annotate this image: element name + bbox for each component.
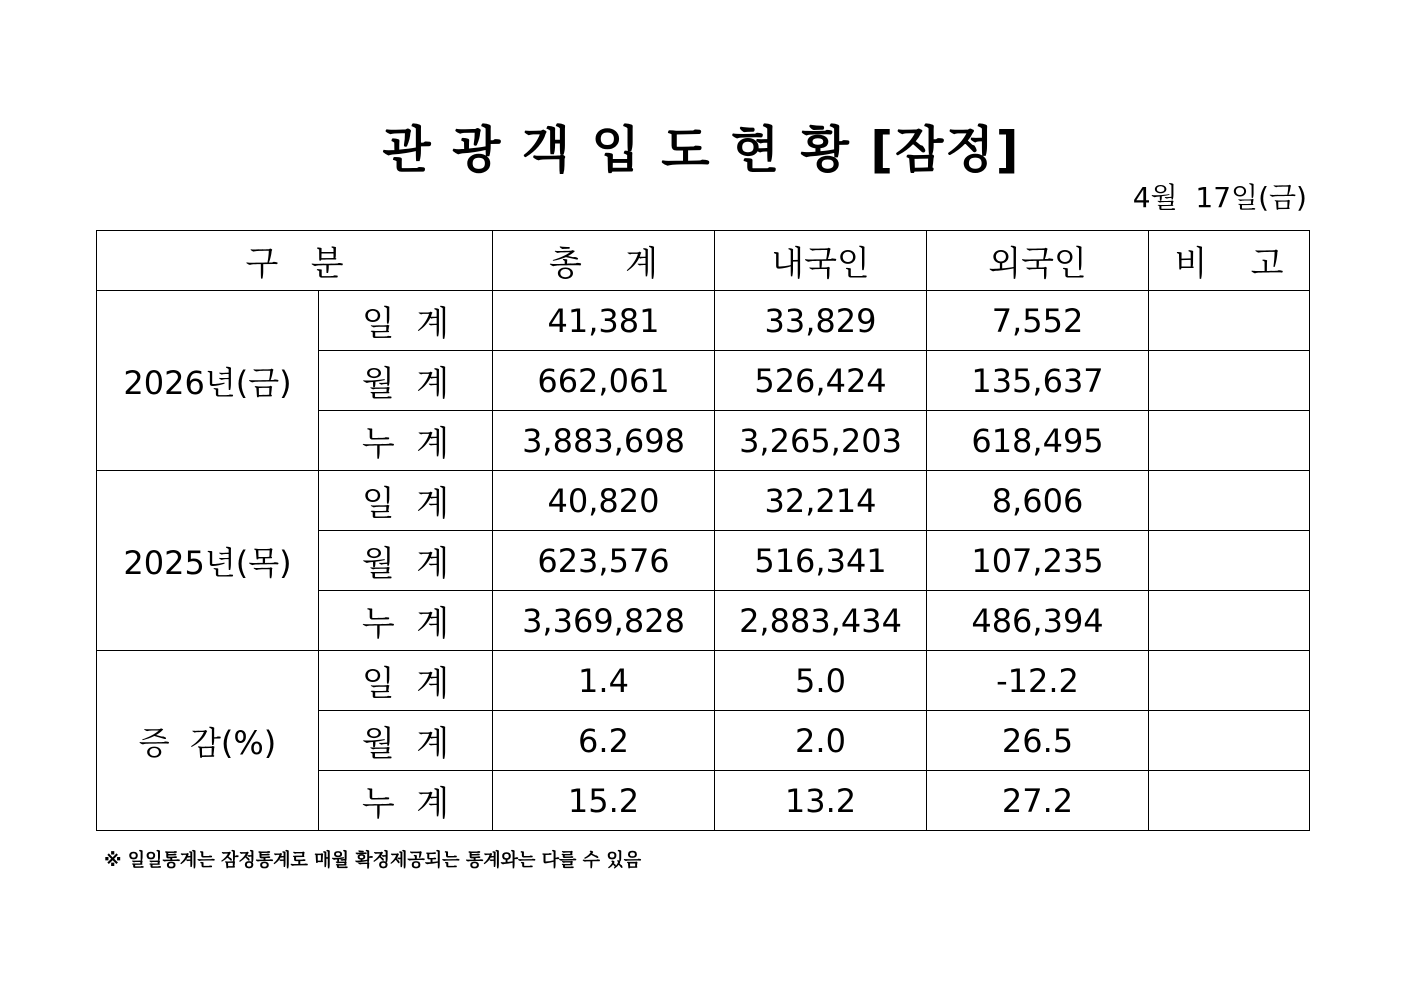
report-date: 4월 17일(금) <box>1132 181 1307 214</box>
remarks-cell <box>1149 771 1310 831</box>
header-row <box>97 231 1310 291</box>
domestic-cell: 2.0 <box>715 711 927 771</box>
remarks-cell <box>1149 351 1310 411</box>
foreign-cell: 7,552 <box>927 291 1149 351</box>
foreign-cell: 486,394 <box>927 591 1149 651</box>
row-label: 월 계 <box>319 531 493 591</box>
total-cell: 1.4 <box>493 651 715 711</box>
domestic-cell: 13.2 <box>715 771 927 831</box>
domestic-cell: 2,883,434 <box>715 591 927 651</box>
group-label: 2026년(금) <box>97 291 319 471</box>
domestic-cell: 5.0 <box>715 651 927 711</box>
header-total: 총 계 <box>493 231 715 291</box>
row-label: 누 계 <box>319 411 493 471</box>
foreign-cell: 26.5 <box>927 711 1149 771</box>
total-cell: 6.2 <box>493 711 715 771</box>
remarks-cell <box>1149 591 1310 651</box>
page-title: 관 광 객 입 도 현 황 [잠정] <box>382 121 1021 179</box>
domestic-cell: 33,829 <box>715 291 927 351</box>
remarks-cell <box>1149 531 1310 591</box>
row-label: 일 계 <box>319 291 493 351</box>
foreign-cell: 8,606 <box>927 471 1149 531</box>
group-label: 증 감(%) <box>97 651 319 831</box>
total-cell: 623,576 <box>493 531 715 591</box>
total-cell: 3,883,698 <box>493 411 715 471</box>
domestic-cell: 526,424 <box>715 351 927 411</box>
remarks-cell <box>1149 651 1310 711</box>
total-cell: 40,820 <box>493 471 715 531</box>
foreign-cell: 107,235 <box>927 531 1149 591</box>
row-label: 일 계 <box>319 471 493 531</box>
remarks-cell <box>1149 291 1310 351</box>
row-label: 누 계 <box>319 771 493 831</box>
foreign-cell: 27.2 <box>927 771 1149 831</box>
domestic-cell: 32,214 <box>715 471 927 531</box>
remarks-cell <box>1149 471 1310 531</box>
total-cell: 662,061 <box>493 351 715 411</box>
tourist-arrivals-table <box>96 230 1310 831</box>
header-remarks: 비 고 <box>1149 231 1310 291</box>
domestic-cell: 516,341 <box>715 531 927 591</box>
total-cell: 15.2 <box>493 771 715 831</box>
remarks-cell <box>1149 711 1310 771</box>
total-cell: 41,381 <box>493 291 715 351</box>
row-label: 누 계 <box>319 591 493 651</box>
row-label: 월 계 <box>319 711 493 771</box>
header-category: 구 분 <box>97 231 493 291</box>
foreign-cell: -12.2 <box>927 651 1149 711</box>
header-foreign: 외국인 <box>927 231 1149 291</box>
domestic-cell: 3,265,203 <box>715 411 927 471</box>
row-label: 월 계 <box>319 351 493 411</box>
remarks-cell <box>1149 411 1310 471</box>
foreign-cell: 618,495 <box>927 411 1149 471</box>
total-cell: 3,369,828 <box>493 591 715 651</box>
table-row <box>97 291 1310 351</box>
table-row <box>97 651 1310 711</box>
header-domestic: 내국인 <box>715 231 927 291</box>
row-label: 일 계 <box>319 651 493 711</box>
group-label: 2025년(목) <box>97 471 319 651</box>
foreign-cell: 135,637 <box>927 351 1149 411</box>
table-row <box>97 471 1310 531</box>
footnote: ※ 일일통계는 잠정통계로 매월 확정제공되는 통계와는 다를 수 있음 <box>104 850 642 871</box>
